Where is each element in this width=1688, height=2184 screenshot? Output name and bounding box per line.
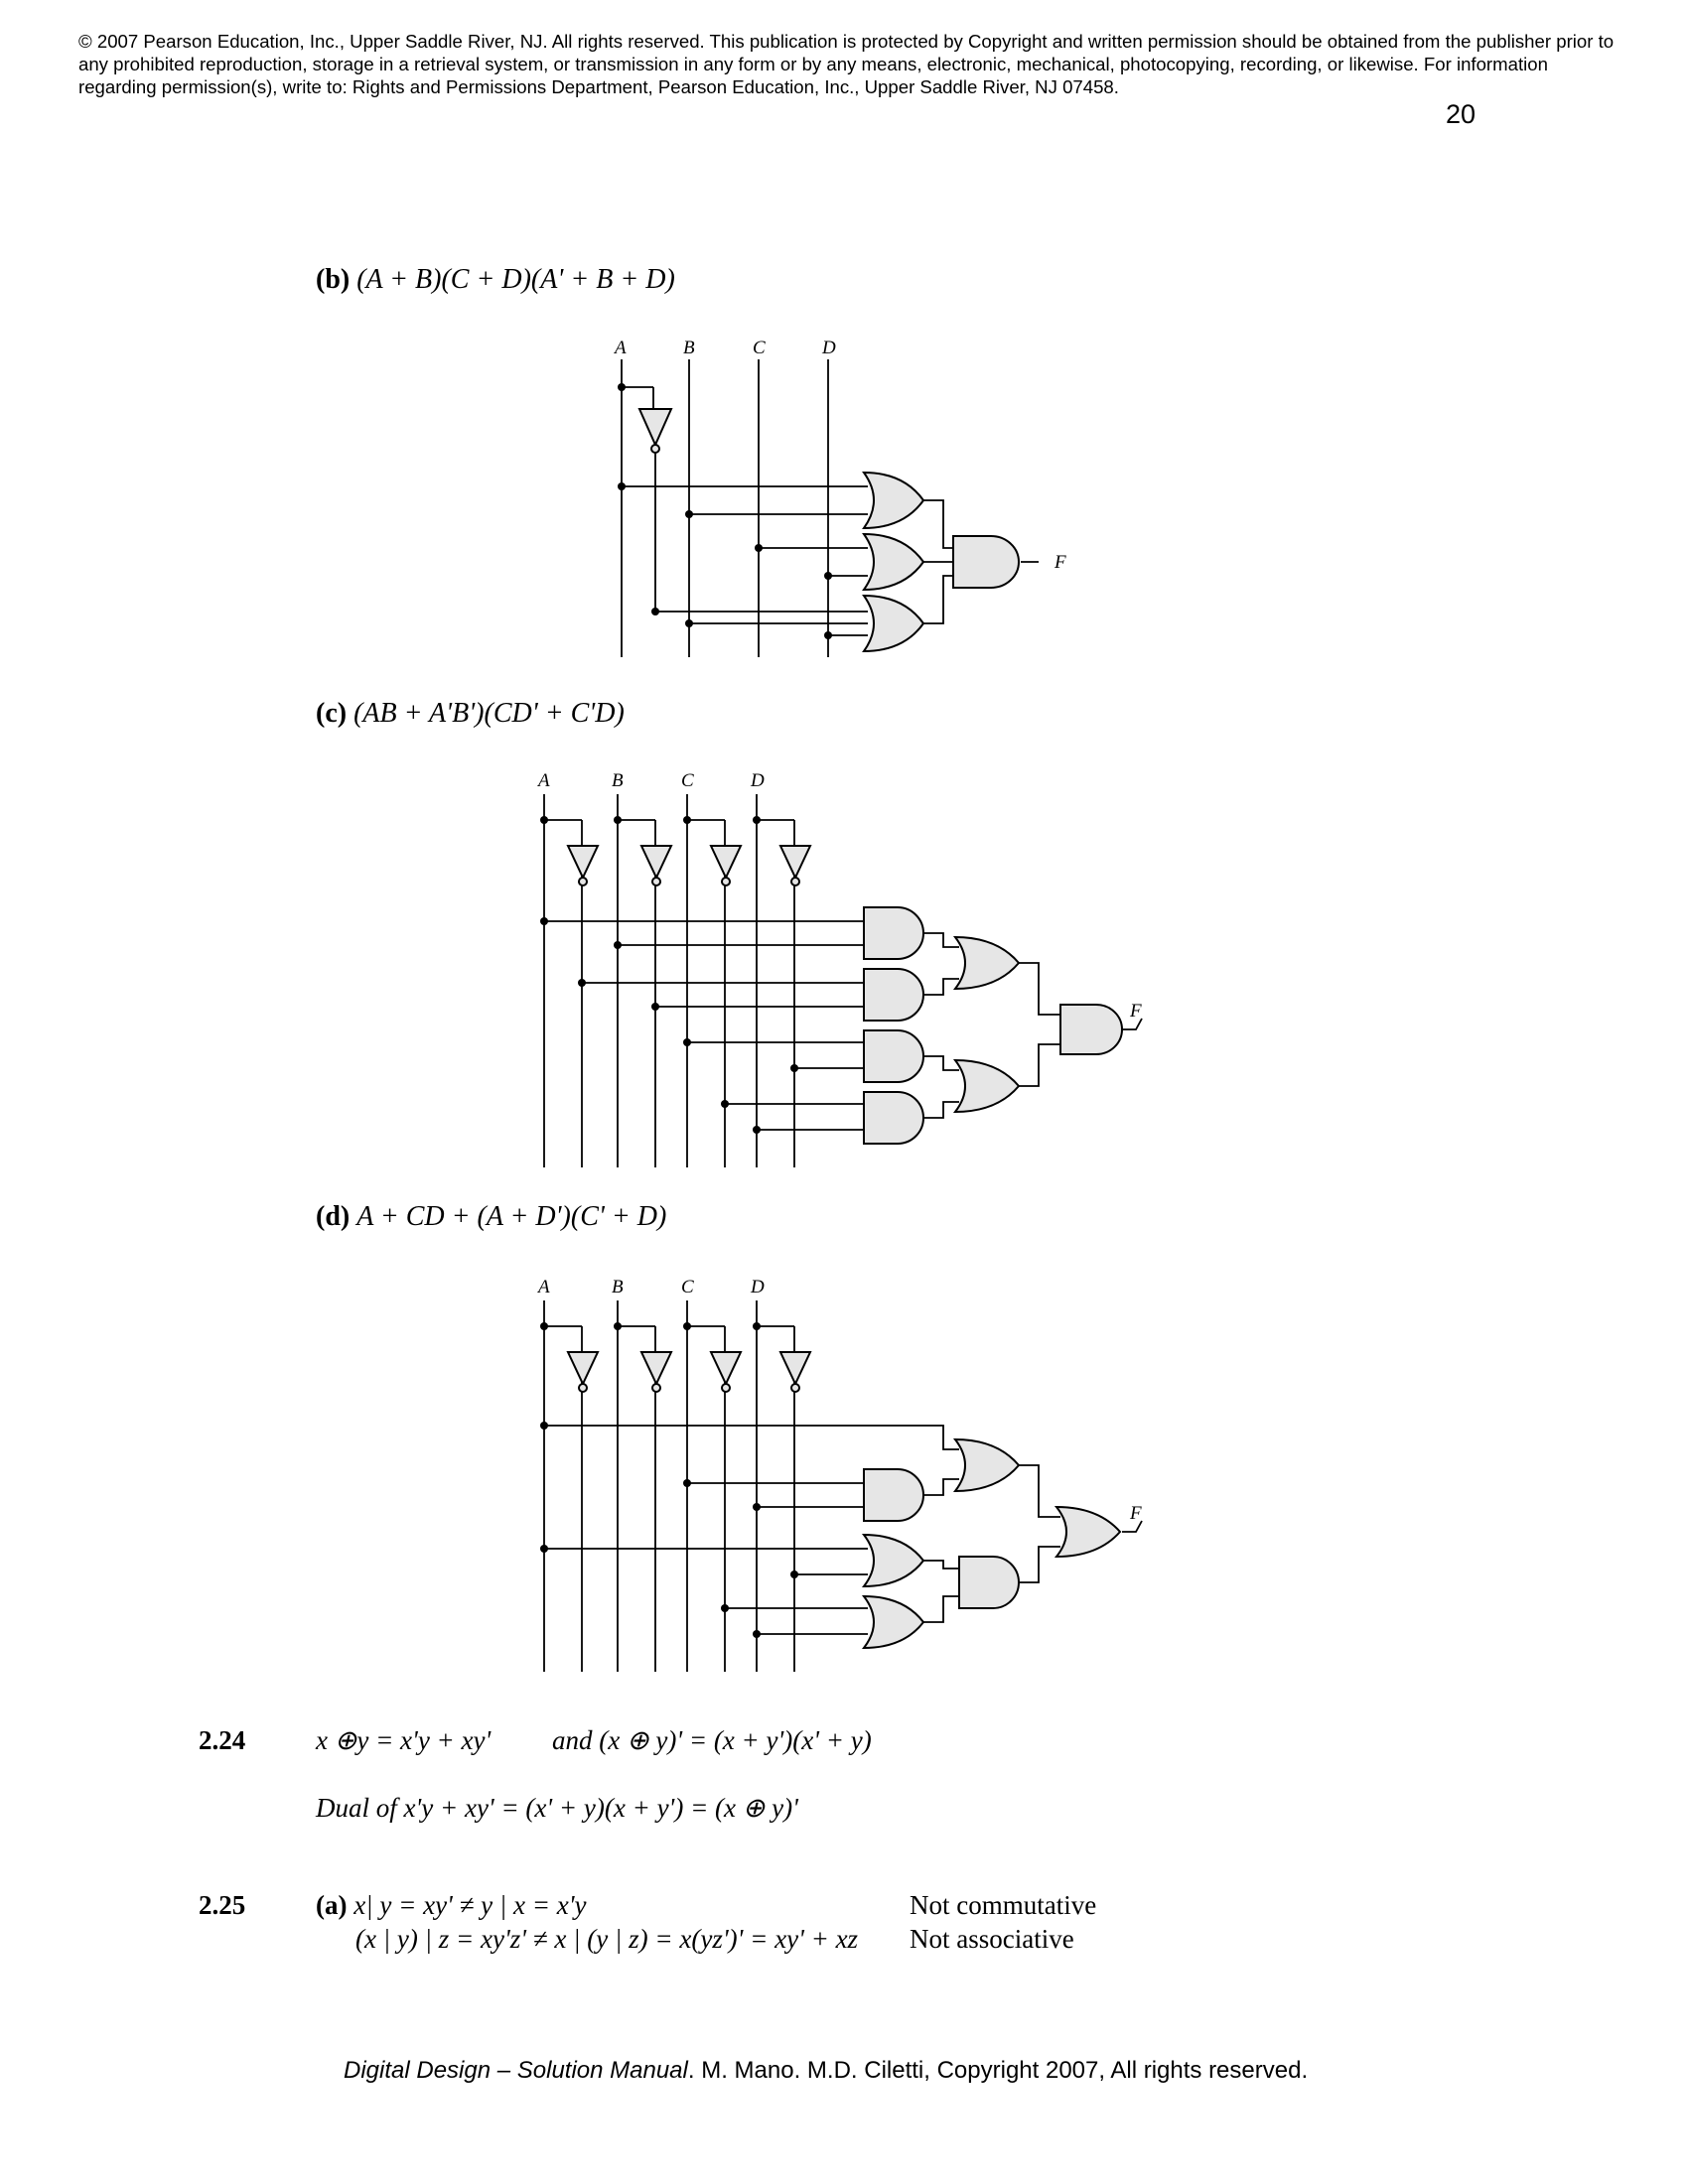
input-label-c: C xyxy=(753,338,766,358)
copyright-notice: © 2007 Pearson Education, Inc., Upper Saddle River, NJ. All rights reserved. This publication is protected by Copyright and written permission should be obtained from the publisher prior to any prohibited reproduction, storage in a retrieval system, or transmission in any form or by any means, electronic, mechanical, photocopying, recording, or likewise. For information regarding permission(s), write to: Rights and Permissions Department, Pearson Education, Inc., Upper Saddle River, NJ 07458. xyxy=(78,31,1615,97)
input-label-a: A xyxy=(615,338,627,358)
problem-2-24-number: 2.24 xyxy=(199,1725,246,1755)
problem-2-25-tag: (a) xyxy=(316,1890,348,1920)
part-d-tag: (d) xyxy=(316,1201,351,1232)
input-label-b: B xyxy=(683,338,695,358)
problem-2-24-equation-right: and (x ⊕ y)' = (x + y')(x' + y) xyxy=(552,1725,872,1755)
problem-2-25-line1 xyxy=(316,1890,587,1921)
input-label-d: D xyxy=(751,770,765,791)
input-label-a: A xyxy=(538,770,550,791)
problem-2-25-note-commutative: Not commutative xyxy=(910,1890,1097,1920)
problem-2-24-equation-left: x ⊕y = x'y + xy' xyxy=(316,1725,492,1755)
input-label-a: A xyxy=(538,1277,550,1297)
footer xyxy=(344,2057,1308,2085)
problem-2-25-number: 2.25 xyxy=(199,1890,246,1920)
footer-rest: . M. Mano. M.D. Ciletti, Copyright 2007, All rights reserved. xyxy=(687,2057,1309,2084)
input-label-c: C xyxy=(681,1277,694,1297)
input-label-d: D xyxy=(751,1277,765,1297)
part-c-tag: (c) xyxy=(316,698,348,729)
problem-2-25-commutative-expr: x| y = xy' ≠ y | x = x'y xyxy=(353,1890,587,1920)
part-b-expression: (A + B)(C + D)(A' + B + D) xyxy=(356,264,675,295)
input-label-b: B xyxy=(612,1277,624,1297)
part-c-expression: (AB + A'B')(CD' + C'D) xyxy=(353,698,625,729)
output-label-f: F xyxy=(1130,1001,1142,1022)
problem-2-25-associative-expr: (x | y) | z = xy'z' ≠ x | (y | z) = x(yz')' = xy' + xz xyxy=(355,1924,859,1954)
input-label-b: B xyxy=(612,770,624,791)
output-label-f: F xyxy=(1055,552,1066,573)
problem-2-25-note-associative: Not associative xyxy=(910,1924,1074,1954)
output-label-f: F xyxy=(1130,1503,1142,1524)
part-d-expression: A + CD + (A + D')(C' + D) xyxy=(356,1201,667,1232)
input-label-d: D xyxy=(822,338,836,358)
page-number: 20 xyxy=(1446,99,1477,129)
part-b-tag: (b) xyxy=(316,264,351,295)
footer-title: Digital Design – Solution Manual xyxy=(344,2057,688,2084)
input-label-c: C xyxy=(681,770,694,791)
problem-2-24-dual: Dual of x'y + xy' = (x' + y)(x + y') = (x ⊕ y)' xyxy=(316,1793,798,1823)
